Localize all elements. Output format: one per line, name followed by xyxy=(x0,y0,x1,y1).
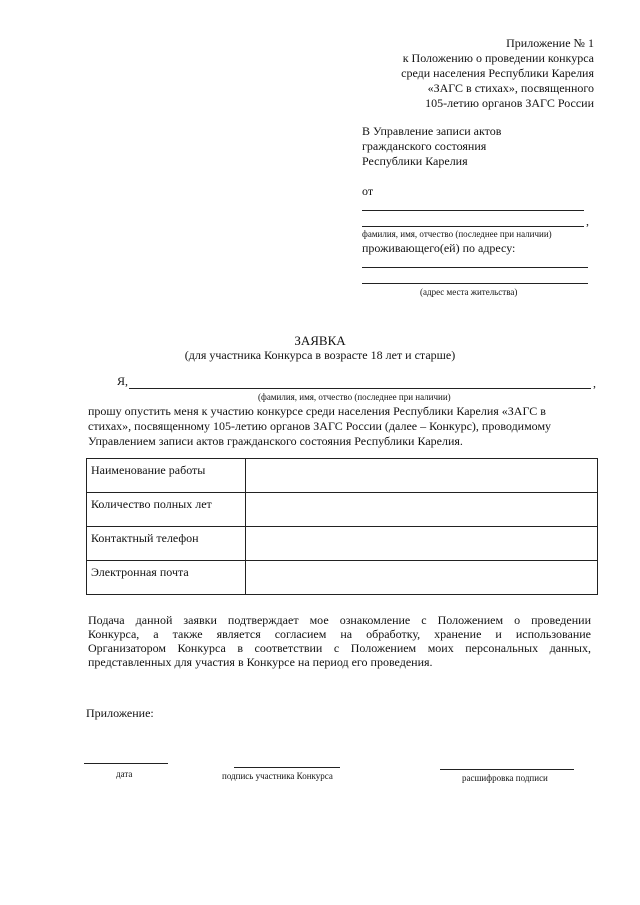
applicant-name-comma: , xyxy=(593,376,596,390)
request-line-2: стихах», посвященному 105-летию органов ЗАГС России (далее – Конкурс), проводимому xyxy=(88,419,552,433)
request-line-3: Управлением записи актов гражданского состояния Республики Карелия. xyxy=(88,434,463,448)
addressee-line-1: В Управление записи актов xyxy=(362,124,502,138)
date-line[interactable] xyxy=(84,763,168,764)
from-name-caption: фамилия, имя, отчество (последнее при наличии) xyxy=(362,229,552,239)
row-label-age: Количество полных лет xyxy=(87,493,246,527)
from-name-line-2[interactable] xyxy=(362,226,584,227)
table-row xyxy=(87,459,598,493)
consent-line-3: Организатором Конкурса в соответствии с Положением моих персональных данных, xyxy=(88,641,591,655)
applicant-name-caption: (фамилия, имя, отчество (последнее при наличии) xyxy=(258,392,451,402)
request-line-1: прошу опустить меня к участию конкурсе среди населения Республики Карелия «ЗАГС в xyxy=(88,404,546,418)
row-value-work-title[interactable] xyxy=(246,459,598,493)
row-value-age[interactable] xyxy=(246,493,598,527)
document-subtitle: (для участника Конкурса в возрасте 18 лет и старше) xyxy=(184,348,456,362)
from-name-line-1[interactable] xyxy=(362,210,584,211)
applicant-name-line[interactable] xyxy=(129,388,591,389)
decoding-line[interactable] xyxy=(440,769,574,770)
address-line-2[interactable] xyxy=(362,283,588,284)
request-paragraph xyxy=(88,404,598,449)
from-name-comma: , xyxy=(586,214,589,228)
appendix-line-1: к Положению о проведении конкурса xyxy=(402,51,594,65)
appendix-line-2: среди населения Республики Карелия xyxy=(401,66,594,80)
addressee-line-3: Республики Карелия xyxy=(362,154,468,168)
row-label-email: Электронная почта xyxy=(87,561,246,595)
address-caption: (адрес места жительства) xyxy=(420,287,518,297)
table-row xyxy=(87,561,598,595)
appendix-number: Приложение № 1 xyxy=(506,36,594,50)
row-label-work-title: Наименование работы xyxy=(87,459,246,493)
consent-line-4: представленных для участия в Конкурсе на период его проведения. xyxy=(88,655,433,669)
addressee-line-2: гражданского состояния xyxy=(362,139,487,153)
row-label-phone: Контактный телефон xyxy=(87,527,246,561)
residing-label: проживающего(ей) по адресу: xyxy=(362,241,516,255)
applicant-i-label: Я, xyxy=(117,374,129,388)
document-title: ЗАЯВКА xyxy=(294,333,346,348)
consent-paragraph xyxy=(88,613,591,669)
appendix-line-3: «ЗАГС в стихах», посвященного xyxy=(427,81,594,95)
attachment-label: Приложение: xyxy=(86,706,154,720)
consent-line-2: Конкурса, а также является согласием на обработку, хранение и использование xyxy=(88,627,591,641)
decoding-caption: расшифровка подписи xyxy=(462,773,548,783)
address-line-1[interactable] xyxy=(362,267,588,268)
row-value-phone[interactable] xyxy=(246,527,598,561)
table-row xyxy=(87,527,598,561)
appendix-line-4: 105-летию органов ЗАГС России xyxy=(425,96,594,110)
signature-line[interactable] xyxy=(234,767,340,768)
date-caption: дата xyxy=(116,769,133,779)
consent-line-1: Подача данной заявки подтверждает мое ознакомление с Положением о проведении xyxy=(88,613,591,627)
signature-caption: подпись участника Конкурса xyxy=(222,771,333,781)
table-row xyxy=(87,493,598,527)
from-label: от xyxy=(362,184,374,198)
application-table xyxy=(86,458,598,595)
row-value-email[interactable] xyxy=(246,561,598,595)
